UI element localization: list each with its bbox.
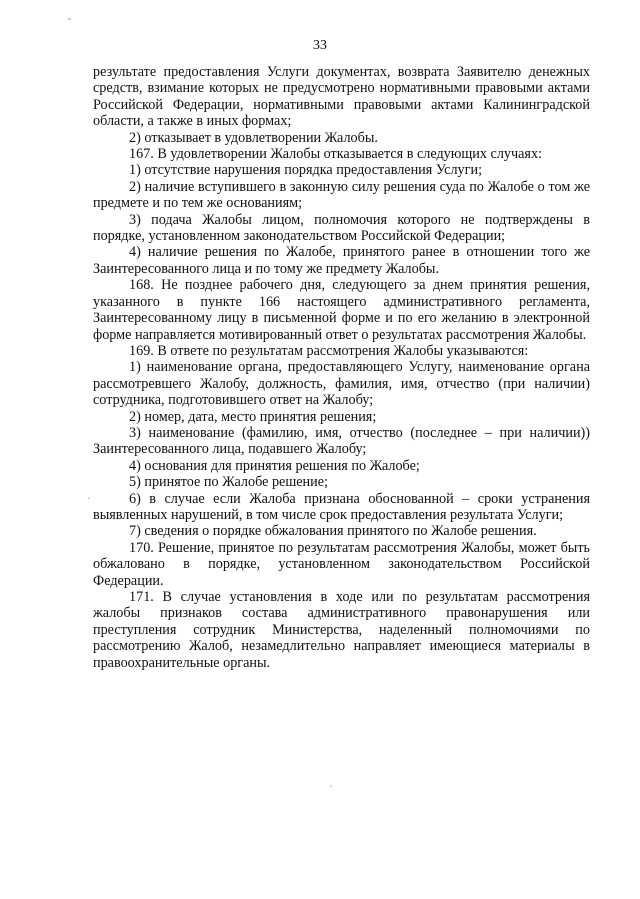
clause-170: 170. Решение, принятое по результатам рассмотрения Жалобы, может быть обжаловано в порядке, установленном законодательством Российской Федерации.: [93, 539, 590, 589]
page-number: 33: [313, 38, 327, 53]
clause-169-item-6: 6) в случае если Жалоба признана обоснованной – сроки устранения выявленных нарушений, в том числе срок предоставления результата Услуги;: [93, 490, 590, 523]
paragraph-continuation: результате предоставления Услуги документах, возврата Заявителю денежных средств, взимание которых не предусмотрено нормативными правовыми актами Российской Федерации, нормативными правовыми актами Калининградской области, а также в иных формах;: [93, 64, 590, 130]
list-item-2-refuses: 2) отказывает в удовлетворении Жалобы.: [129, 129, 378, 146]
clause-169-item-7: 7) сведения о порядке обжалования принятого по Жалобе решения.: [129, 523, 537, 540]
clause-169-item-4: 4) основания для принятия решения по Жалобе;: [129, 457, 420, 474]
scan-speck: [68, 18, 71, 20]
clause-169-item-1: 1) наименование органа, предоставляющего Услугу, наименование органа рассмотревшего Жалобу, должность, фамилия, имя, отчество (при наличии) сотрудника, подготовившего ответ на Жалобу;: [93, 359, 590, 409]
clause-167-item-3: 3) подача Жалобы лицом, полномочия которого не подтверждены в порядке, установленном законодательством Российской Федерации;: [93, 211, 590, 245]
document-text: [93, 64, 590, 671]
clause-169: 169. В ответе по результатам рассмотрения Жалобы указываются:: [129, 342, 529, 359]
clause-169-item-5: 5) принятое по Жалобе решение;: [129, 474, 328, 491]
clause-167: 167. В удовлетворении Жалобы отказывается в следующих случаях:: [129, 146, 542, 163]
scan-speck: [88, 497, 90, 499]
clause-167-item-4: 4) наличие решения по Жалобе, принятого ранее в отношении того же Заинтересованного лица и по тому же предмету Жалобы.: [93, 244, 590, 277]
clause-168: 168. Не позднее рабочего дня, следующего за днем принятия решения, указанного в пункте 166 настоящего административного регламента, Заинтересованному лицу в письменной форме и по его желанию в электронной форме направляется мотивированный ответ о результатах рассмотрения Жалобы.: [93, 277, 590, 343]
clause-167-item-1: 1) отсутствие нарушения порядка предоставления Услуги;: [129, 162, 483, 179]
scan-speck: [330, 785, 332, 787]
clause-169-item-2: 2) номер, дата, место принятия решения;: [129, 408, 377, 425]
clause-167-item-2: 2) наличие вступившего в законную силу решения суда по Жалобе о том же предмете и по тем же основаниям;: [93, 178, 590, 212]
clause-169-item-3: 3) наименование (фамилию, имя, отчество (последнее – при наличии)) Заинтересованного лица, подавшего Жалобу;: [93, 424, 590, 458]
clause-171: 171. В случае установления в ходе или по результатам рассмотрения жалобы признаков состава административного правонарушения или преступления сотрудник Министерства, наделенный полномочиями по рассмотрению Жалоб, незамедлительно направляет имеющиеся материалы в правоохранительные органы.: [93, 589, 590, 671]
